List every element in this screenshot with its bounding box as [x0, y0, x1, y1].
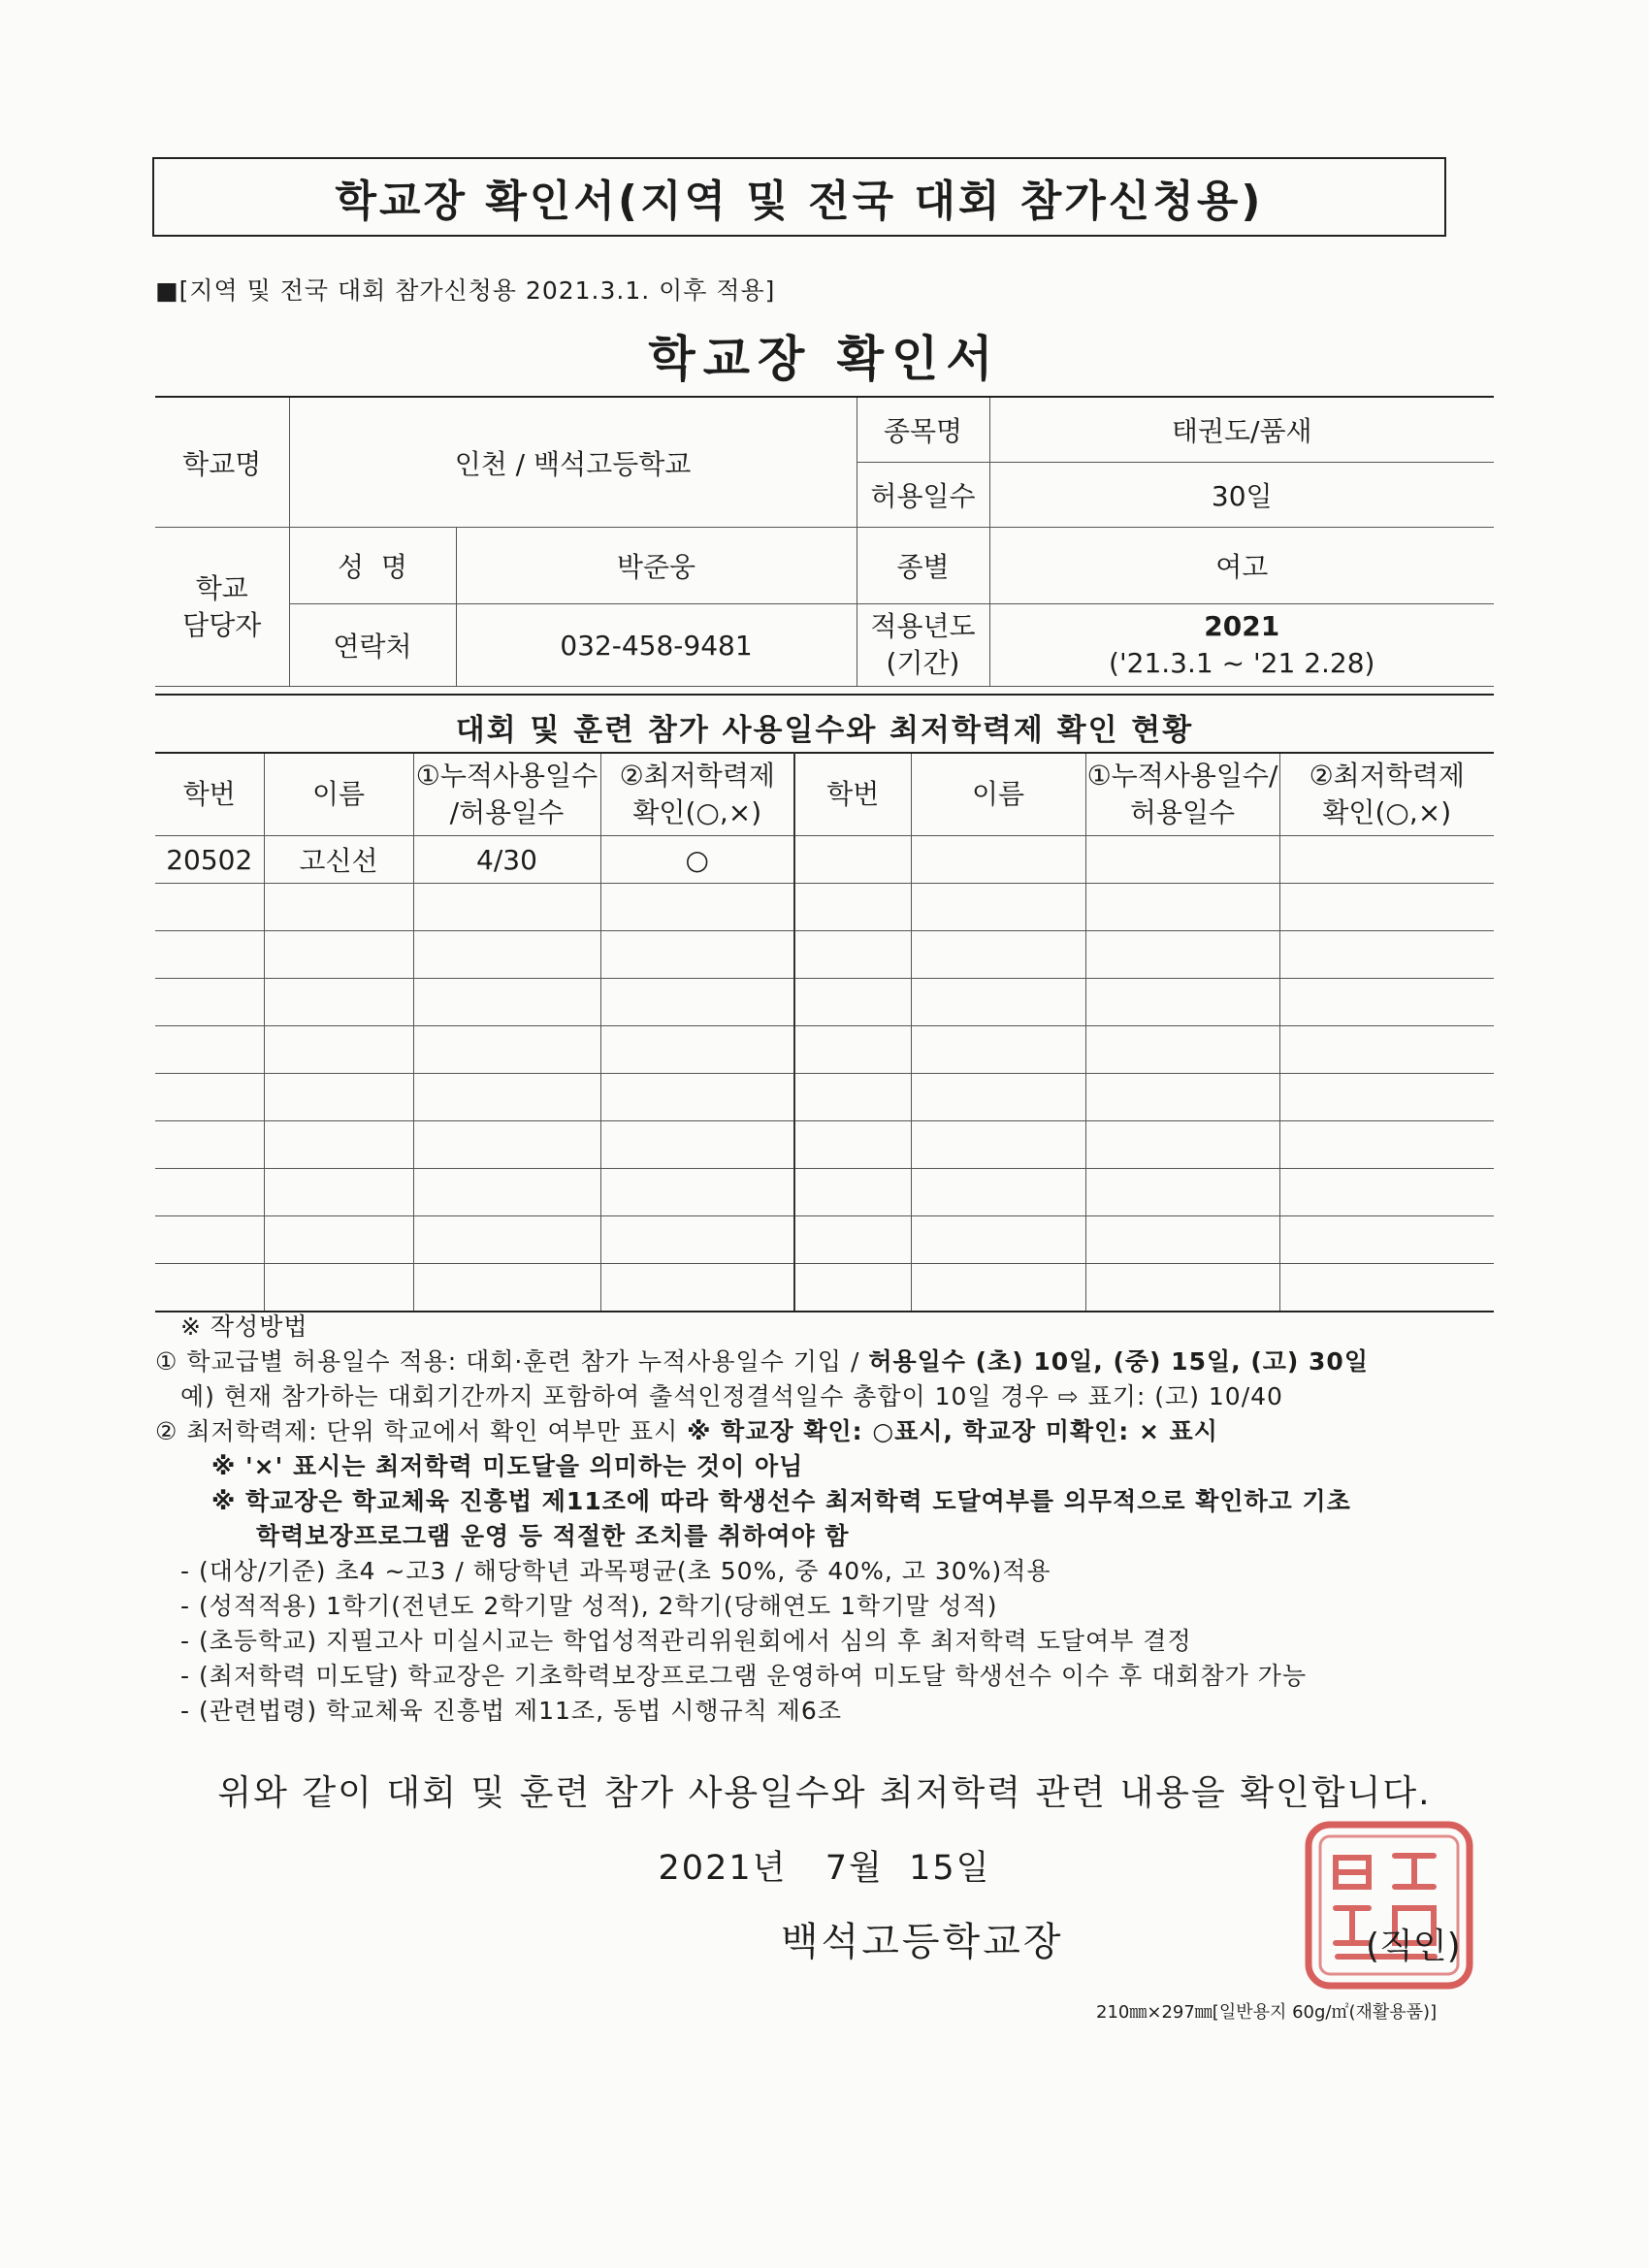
table-row — [155, 979, 1494, 1026]
paper-spec-footer: 210㎜×297㎜[일반용지 60g/㎡(재활용품)] — [1096, 2002, 1438, 2023]
header-minimum-line2: 확인(○,×) — [632, 796, 762, 828]
detail-3: - (초등학교) 지필고사 미실시교는 학업성적관리위원회에서 심의 후 최저학력 도달여부 결정 — [180, 1627, 1192, 1655]
header-cumulative-line1: ①누적사용일수 — [415, 760, 598, 792]
cell — [600, 1169, 794, 1216]
cell — [155, 884, 264, 931]
document-box-title: 학교장 확인서(지역 및 전국 대회 참가신청용) — [152, 157, 1446, 237]
cell — [264, 1121, 413, 1169]
year-value: 2021 — [1204, 610, 1280, 642]
allowed-days-label: 허용일수 — [857, 463, 989, 528]
header-cumulative — [413, 753, 600, 836]
cell — [911, 931, 1085, 979]
year-value-cell — [989, 604, 1494, 687]
cell — [1279, 884, 1494, 931]
header-cumulative-right — [1085, 753, 1279, 836]
cell — [264, 884, 413, 931]
cell — [1085, 1169, 1279, 1216]
cell — [794, 1169, 911, 1216]
cell — [264, 931, 413, 979]
cell — [413, 884, 600, 931]
table-row — [155, 1121, 1494, 1169]
cell — [264, 1026, 413, 1074]
header-minimum-right — [1279, 753, 1494, 836]
cell — [1085, 884, 1279, 931]
instruction-1-example: 예) 현재 참가하는 대회기간까지 포함하여 출석인정결석일수 총합이 10일 경우 ⇨ 표기: (고) 10/40 — [180, 1382, 1283, 1410]
cell-minimum-right — [1279, 836, 1494, 884]
cell — [911, 1074, 1085, 1121]
instruction-4: ※ 학교장은 학교체육 진흥법 제11조에 따라 학생선수 최저학력 도달여부를 의무적으로 확인하고 기초 — [211, 1487, 1351, 1515]
cell — [264, 1169, 413, 1216]
table-row — [155, 1169, 1494, 1216]
header-student-no-right: 학번 — [794, 753, 911, 836]
cell — [911, 1264, 1085, 1312]
cell — [794, 1121, 911, 1169]
cell — [413, 1264, 600, 1312]
instruction-1 — [155, 1345, 1494, 1379]
cell — [264, 979, 413, 1026]
year-label — [857, 604, 989, 687]
cell — [413, 931, 600, 979]
table-row — [155, 884, 1494, 931]
instruction-3: ※ '×' 표시는 최저학력 미도달을 의미하는 것이 아님 — [211, 1452, 804, 1480]
cell — [600, 1026, 794, 1074]
cell — [413, 1169, 600, 1216]
seal-label: (직인) — [1366, 1927, 1461, 1966]
cell — [600, 1121, 794, 1169]
header-cumulative-right-line2: 허용일수 — [1129, 796, 1236, 828]
confirmation-statement: 위와 같이 대회 및 훈련 참가 사용일수와 최저학력 관련 내용을 확인합니다. — [217, 1773, 1432, 1813]
instruction-1-bold: 허용일수 (초) 10일, (중) 15일, (고) 30일 — [868, 1347, 1369, 1376]
section-title: 대회 및 훈련 참가 사용일수와 최저학력제 확인 현황 — [155, 694, 1494, 752]
cell-student-no: 20502 — [155, 836, 264, 884]
cell-name-right — [911, 836, 1085, 884]
cell — [1085, 1264, 1279, 1312]
cell — [1279, 931, 1494, 979]
principal-name: 백석고등학교장 — [781, 1920, 1064, 1964]
header-minimum-line1: ②최저학력제 — [619, 760, 775, 792]
instructions-heading: ※ 작성방법 — [180, 1312, 308, 1341]
usage-header-row — [155, 753, 1494, 836]
cell — [794, 884, 911, 931]
contact-value: 032-458-9481 — [456, 604, 857, 687]
cell — [600, 979, 794, 1026]
cell — [794, 1264, 911, 1312]
cell — [155, 1169, 264, 1216]
cell — [1279, 1121, 1494, 1169]
detail-5: - (관련법령) 학교체육 진흥법 제11조, 동법 시행규칙 제6조 — [180, 1697, 842, 1725]
school-info-table — [155, 396, 1494, 687]
instruction-2 — [155, 1414, 1494, 1449]
cell — [1279, 979, 1494, 1026]
table-row — [155, 931, 1494, 979]
instruction-2-text: ② 최저학력제: 단위 학교에서 확인 여부만 표시 — [155, 1417, 688, 1445]
detail-4: - (최저학력 미도달) 학교장은 기초학력보장프로그램 운영하여 미도달 학생선수 이수 후 대회참가 가능 — [180, 1662, 1308, 1690]
table-row — [155, 1026, 1494, 1074]
table-row — [155, 1074, 1494, 1121]
cell — [413, 1026, 600, 1074]
cell — [794, 931, 911, 979]
cell — [1279, 1169, 1494, 1216]
instruction-2-bold: ※ 학교장 확인: ○표시, 학교장 미확인: × 표시 — [687, 1417, 1218, 1445]
cell — [794, 1026, 911, 1074]
cell — [911, 1216, 1085, 1264]
page-title: 학교장 확인서 — [648, 331, 1001, 387]
cell-name: 고신선 — [264, 836, 413, 884]
header-minimum-right-line1: ②최저학력제 — [1309, 760, 1465, 792]
cell — [264, 1264, 413, 1312]
table-row — [155, 1264, 1494, 1312]
instructions — [155, 1310, 1494, 1729]
cell — [155, 1216, 264, 1264]
instruction-4-cont: 학력보장프로그램 운영 등 적절한 조치를 취하여야 함 — [256, 1522, 850, 1550]
detail-1: - (대상/기준) 초4 ~고3 / 해당학년 과목평균(초 50%, 중 40%, 고 30%)적용 — [180, 1557, 1051, 1585]
year-label-line2: (기간) — [886, 647, 960, 679]
header-name-right: 이름 — [911, 753, 1085, 836]
header-name: 이름 — [264, 753, 413, 836]
cell — [155, 1026, 264, 1074]
contact-label: 연락처 — [289, 604, 456, 687]
cell — [600, 884, 794, 931]
header-cumulative-right-line1: ①누적사용일수/ — [1086, 760, 1278, 792]
cell — [1085, 979, 1279, 1026]
cell — [911, 1169, 1085, 1216]
cell — [600, 1074, 794, 1121]
manager-label-line2: 담당자 — [182, 608, 262, 641]
header-cumulative-line2: /허용일수 — [449, 796, 565, 828]
cell — [155, 1121, 264, 1169]
detail-2: - (성적적용) 1학기(전년도 2학기말 성적), 2학기(당해연도 1학기말 성적) — [180, 1592, 998, 1620]
cell — [1279, 1026, 1494, 1074]
table-row — [155, 836, 1494, 884]
cell — [155, 979, 264, 1026]
cell — [1085, 1074, 1279, 1121]
instruction-1-text: ① 학교급별 허용일수 적용: 대회·훈련 참가 누적사용일수 기입 / — [155, 1347, 869, 1376]
manager-label — [155, 528, 289, 687]
category-value: 여고 — [989, 528, 1494, 604]
cell — [911, 1121, 1085, 1169]
cell — [794, 1074, 911, 1121]
cell — [911, 1026, 1085, 1074]
cell — [1279, 1264, 1494, 1312]
cell — [794, 979, 911, 1026]
cell — [155, 1074, 264, 1121]
cell — [1085, 1121, 1279, 1169]
school-value: 인천 / 백석고등학교 — [289, 397, 857, 528]
year-label-line1: 적용년도 — [870, 610, 976, 642]
cell — [264, 1074, 413, 1121]
manager-label-line1: 학교 — [195, 571, 248, 604]
cell-student-no-right — [794, 836, 911, 884]
cell — [413, 1121, 600, 1169]
cell — [911, 884, 1085, 931]
cell-cumulative-right — [1085, 836, 1279, 884]
cell — [155, 931, 264, 979]
event-label: 종목명 — [857, 397, 989, 463]
cell-minimum: ○ — [600, 836, 794, 884]
cell — [1085, 1216, 1279, 1264]
cell — [264, 1216, 413, 1264]
header-minimum-right-line2: 확인(○,×) — [1322, 796, 1452, 828]
cell — [794, 1216, 911, 1264]
cell — [155, 1264, 264, 1312]
period-value: ('21.3.1 ~ '21 2.28) — [1109, 647, 1375, 679]
usage-table — [155, 752, 1494, 1312]
cell — [600, 1216, 794, 1264]
cell — [600, 931, 794, 979]
name-label: 성 명 — [289, 528, 456, 604]
event-value: 태권도/품새 — [989, 397, 1494, 463]
school-label: 학교명 — [155, 397, 289, 528]
cell — [1279, 1216, 1494, 1264]
cell — [911, 979, 1085, 1026]
category-label: 종별 — [857, 528, 989, 604]
table-row — [155, 1216, 1494, 1264]
cell — [413, 979, 600, 1026]
cell — [413, 1074, 600, 1121]
applicability-note: ■[지역 및 전국 대회 참가신청용 2021.3.1. 이후 적용] — [155, 276, 776, 305]
name-value: 박준웅 — [456, 528, 857, 604]
header-student-no: 학번 — [155, 753, 264, 836]
cell-cumulative: 4/30 — [413, 836, 600, 884]
cell — [1085, 931, 1279, 979]
issue-date: 2021년 7월 15일 — [658, 1849, 991, 1888]
allowed-days-value: 30일 — [989, 463, 1494, 528]
cell — [1279, 1074, 1494, 1121]
cell — [413, 1216, 600, 1264]
cell — [600, 1264, 794, 1312]
cell — [1085, 1026, 1279, 1074]
header-minimum — [600, 753, 794, 836]
